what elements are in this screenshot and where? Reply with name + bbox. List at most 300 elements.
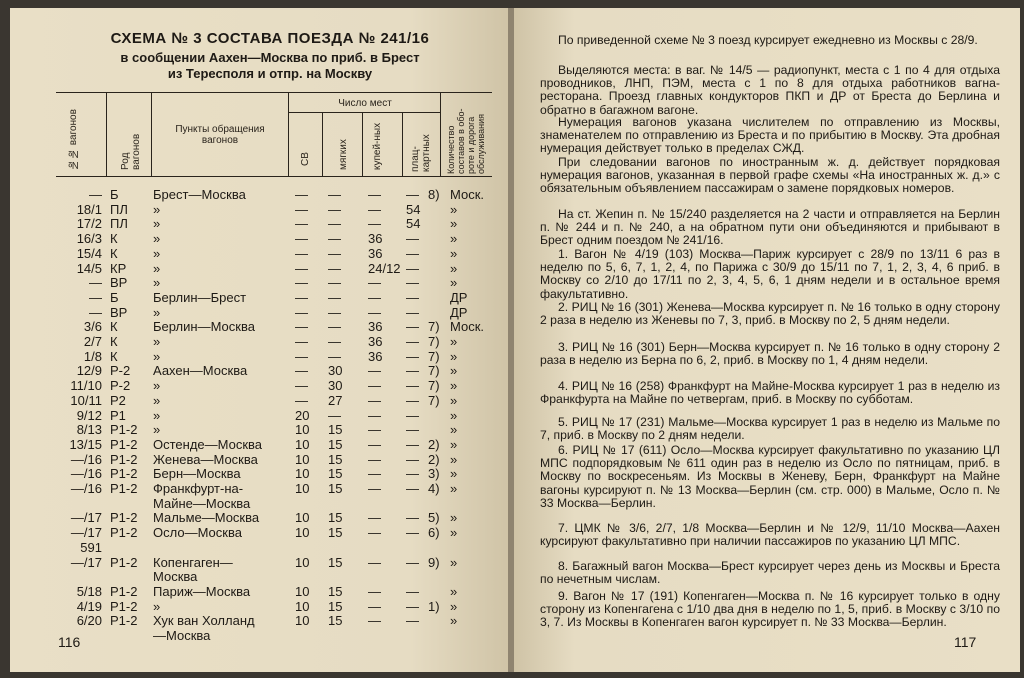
cell-platz: — <box>406 613 419 629</box>
table-row <box>10 467 510 481</box>
cell-route: » <box>153 407 161 423</box>
cell-car-number: 2/7 <box>83 334 102 349</box>
cell-sv: — <box>295 289 308 305</box>
table-row <box>10 600 510 614</box>
cell-coupe: 36 <box>368 231 383 247</box>
cell-car-number: 6/20 <box>76 613 102 629</box>
cell-car-type: Р1-2 <box>110 554 138 570</box>
cell-coupe: 36 <box>368 319 383 335</box>
cell-soft: 15 <box>328 510 343 526</box>
cell-platz: — <box>406 598 419 614</box>
cell-car-number: 16/3 <box>76 231 102 247</box>
cell-car-number: 15/4 <box>76 245 102 261</box>
cell-soft: — <box>328 275 341 291</box>
cell-note: 2) <box>428 451 440 467</box>
cell-depot: » <box>450 378 458 394</box>
table-row <box>10 526 510 540</box>
note-paragraph: 4. РИЦ № 16 (258) Франкфурт на Майне-Москва курсирует 1 раз в неделю из Франкфурта на Майне по четвергам, приб. в Москву по субботам. <box>540 379 1000 407</box>
page-number-left: 116 <box>58 634 81 650</box>
table-row <box>10 232 510 246</box>
cell-platz: — <box>406 583 419 599</box>
cell-car-number: — <box>89 275 102 291</box>
cell-car-number: 8/13 <box>76 422 102 438</box>
note-paragraph: 1. Вагон № 4/19 (103) Москва—Париж курсирует с 28/9 по 13/11 6 раз в неделю по 5, 6, 7, 1, 2, 4, по Парижа с 30/9 до 15/11 по 7, 1, 2, 3, 4, 6 приб. в Москву со 2/10 до 17/11 по 2, 3, 4, 5, 6, 1 дням недели и в остальное время факультативно. <box>540 247 1000 301</box>
cell-coupe: 36 <box>368 334 383 349</box>
cell-soft: 15 <box>328 451 343 467</box>
cell-soft: — <box>328 216 341 232</box>
note-paragraph: Нумерация вагонов указана числителем по отправлению из Москвы, знаменателем по отправлению из Бреста и по прибытию в Москву. Эта дробная нумерация действует только в пределах СЖД. <box>540 115 1000 156</box>
table-top-rule <box>56 92 492 93</box>
cell-route: Осло—Москва <box>153 525 242 541</box>
cell-platz: — <box>406 451 419 467</box>
header-count: Количество составов в обо-роте и дорога обслуживания <box>446 108 486 174</box>
cell-car-number: —/16 <box>70 451 102 467</box>
cell-car-type: К <box>110 319 118 335</box>
cell-car-type: Р1-2 <box>110 613 138 629</box>
table-row <box>10 629 510 643</box>
cell-sv: — <box>295 231 308 247</box>
cell-car-number: —/17 <box>70 510 102 526</box>
cell-route: » <box>153 392 161 408</box>
cell-soft: 15 <box>328 613 343 629</box>
cell-route: —Москва <box>153 628 211 643</box>
note-paragraph: На ст. Жепин п. № 15/240 разделяется на 2 части и отправляется на Берлин п. № 244 и п. № 240, а на обратном пути они объединяются и прибывают в Брест одним поездом № 241/16. <box>540 207 1000 248</box>
cell-platz: — <box>406 348 419 364</box>
table-col-rule <box>151 92 152 176</box>
cell-car-number: 3/6 <box>83 319 102 335</box>
cell-soft: — <box>328 334 341 349</box>
cell-car-type: Р1-2 <box>110 583 138 599</box>
cell-depot: » <box>450 260 458 276</box>
table-row <box>10 247 510 261</box>
table-row <box>10 541 510 555</box>
cell-sv: 10 <box>295 451 310 467</box>
cell-car-type: КР <box>110 260 127 276</box>
cell-coupe: — <box>368 422 381 438</box>
cell-coupe: 24/12 <box>368 260 401 276</box>
cell-route: » <box>153 334 161 349</box>
cell-depot: » <box>450 201 458 217</box>
cell-car-number: 591 <box>80 539 102 555</box>
cell-sv: — <box>295 245 308 261</box>
table-col-rule <box>402 112 403 176</box>
cell-soft: 15 <box>328 598 343 614</box>
cell-sv: 10 <box>295 525 310 541</box>
cell-platz: — <box>406 466 419 482</box>
cell-note: 8) <box>428 187 440 202</box>
cell-sv: 10 <box>295 583 310 599</box>
cell-note: 7) <box>428 319 440 335</box>
table-row <box>10 394 510 408</box>
cell-route: » <box>153 598 161 614</box>
table-row <box>10 453 510 467</box>
cell-platz: — <box>406 481 419 496</box>
cell-route: Аахен—Москва <box>153 363 248 379</box>
seats-subheader-rule <box>288 112 440 113</box>
cell-route: Берлин—Брест <box>153 289 247 305</box>
cell-route: Майне—Москва <box>153 495 251 511</box>
header-route: Пункты обращения вагонов <box>175 124 265 146</box>
note-paragraph: По приведенной схеме № 3 поезд курсирует ежедневно из Москвы с 28/9. <box>558 33 978 47</box>
cell-route: Брест—Москва <box>153 187 246 202</box>
note-paragraph: 5. РИЦ № 17 (231) Мальме—Москва курсирует 1 раз в неделю из Мальме по 7, приб. в Москву по 2 дням недели. <box>540 415 1000 443</box>
cell-car-type: К <box>110 245 118 261</box>
cell-car-number: —/17 <box>70 525 102 541</box>
cell-coupe: — <box>368 554 381 570</box>
cell-car-type: Р1-2 <box>110 436 138 452</box>
cell-platz: — <box>406 260 419 276</box>
note-paragraph: Выделяются места: в ваг. № 14/5 — радиопункт, места с 1 по 4 для отдыха проводников, ЛНП, ПЭМ, места с 1 по 8 для отдыха работников вагна-ресторана. Проезд главных кондукторов ПКП и ДР от Бреста до Берлина и обратно в багажном вагоне. <box>540 63 1000 117</box>
cell-soft: — <box>328 231 341 247</box>
cell-car-type: Р1-2 <box>110 598 138 614</box>
cell-platz: 54 <box>406 216 421 232</box>
cell-depot: » <box>450 392 458 408</box>
cell-sv: — <box>295 392 308 408</box>
cell-note: 7) <box>428 348 440 364</box>
cell-route: » <box>153 245 161 261</box>
cell-depot: » <box>450 422 458 438</box>
cell-coupe: — <box>368 525 381 541</box>
cell-sv: — <box>295 363 308 379</box>
cell-route: Остенде—Москва <box>153 436 263 452</box>
table-row <box>10 482 510 496</box>
cell-sv: 10 <box>295 598 310 614</box>
header-soft: мягких <box>338 139 349 170</box>
table-row <box>10 350 510 364</box>
cell-soft: 15 <box>328 466 343 482</box>
cell-depot: Моск. <box>450 319 485 335</box>
cell-coupe: — <box>368 289 381 305</box>
header-platz: плац-картных <box>410 134 432 172</box>
cell-route: Женева—Москва <box>153 451 258 467</box>
cell-note: 6) <box>428 525 440 541</box>
cell-note: 4) <box>428 481 440 496</box>
cell-note: 5) <box>428 510 440 526</box>
cell-car-number: —/16 <box>70 481 102 496</box>
cell-platz: — <box>406 363 419 379</box>
cell-car-type: Р-2 <box>110 378 131 394</box>
note-paragraph: 8. Багажный вагон Москва—Брест курсирует через день из Москвы и Бреста по нечетным числам. <box>540 559 1000 587</box>
cell-car-type: Р1-2 <box>110 525 138 541</box>
cell-sv: 10 <box>295 481 310 496</box>
cell-car-number: 11/10 <box>70 378 102 394</box>
cell-coupe: — <box>368 275 381 291</box>
cell-car-number: 14/5 <box>76 260 102 276</box>
table-row <box>10 497 510 511</box>
cell-platz: 54 <box>406 201 421 217</box>
cell-soft: — <box>328 319 341 335</box>
cell-depot: ДР <box>450 289 468 305</box>
cell-platz: — <box>406 275 419 291</box>
table-row <box>10 364 510 378</box>
cell-note: 2) <box>428 436 440 452</box>
cell-car-type: Р1 <box>110 407 126 423</box>
note-paragraph: 3. РИЦ № 16 (301) Берн—Москва курсирует п. № 16 только в одну сторону 2 раза в неделю из Берна по 6, 2, приб. в Москву по 1, 4 дням недели. <box>540 340 1000 368</box>
cell-soft: 15 <box>328 481 343 496</box>
cell-coupe: 36 <box>368 245 383 261</box>
cell-platz: — <box>406 231 419 247</box>
header-sv: СВ <box>300 152 311 166</box>
cell-car-number: 9/12 <box>76 407 102 423</box>
table-row <box>10 556 510 570</box>
cell-car-number: 12/9 <box>76 363 102 379</box>
cell-platz: — <box>406 319 419 335</box>
cell-sv: 10 <box>295 613 310 629</box>
cell-note: 9) <box>428 554 440 570</box>
cell-depot: » <box>450 231 458 247</box>
cell-sv: 10 <box>295 554 310 570</box>
cell-depot: » <box>450 334 458 349</box>
cell-car-type: Б <box>110 289 119 305</box>
cell-sv: 10 <box>295 510 310 526</box>
cell-coupe: — <box>368 451 381 467</box>
cell-car-type: ПЛ <box>110 201 128 217</box>
cell-car-type: Р-2 <box>110 363 131 379</box>
cell-sv: — <box>295 260 308 276</box>
table-row <box>10 585 510 599</box>
cell-sv: — <box>295 187 308 202</box>
cell-platz: — <box>406 304 419 320</box>
cell-coupe: — <box>368 392 381 408</box>
cell-depot: » <box>450 613 458 629</box>
cell-coupe: — <box>368 363 381 379</box>
cell-soft: 15 <box>328 436 343 452</box>
note-paragraph: 9. Вагон № 17 (191) Копенгаген—Москва п. № 16 курсирует только в одну сторону из Копенгагена с 1/10 два дня в неделю по 1, 5, приб. в Москву с 3/10 по 3, 7. Из Москвы в Копенгаген вагон курсирует п. № 33 Москва—Берлин. <box>540 589 1000 630</box>
cell-note: 7) <box>428 378 440 394</box>
cell-sv: — <box>295 304 308 320</box>
table-row <box>10 262 510 276</box>
note-paragraph: 2. РИЦ № 16 (301) Женева—Москва курсирует п. № 16 только в одну сторону 2 раза в неделю из Женевы по 7, 3, приб. в Москву по 2, 5 дням недели. <box>540 300 1000 328</box>
cell-car-number: 13/15 <box>69 436 102 452</box>
cell-car-number: 18/1 <box>76 201 102 217</box>
note-paragraph: 7. ЦМК № 3/6, 2/7, 1/8 Москва—Берлин и № 12/9, 11/10 Москва—Аахен курсируют факультативно при наличии пассажиров по указанию ЦЛ МПС. <box>540 521 1000 549</box>
cell-sv: 10 <box>295 422 310 438</box>
table-col-rule <box>440 92 441 176</box>
cell-platz: — <box>406 422 419 438</box>
cell-platz: — <box>406 392 419 408</box>
cell-soft: — <box>328 201 341 217</box>
table-col-rule <box>288 92 289 176</box>
cell-car-type: К <box>110 348 118 364</box>
table-col-rule <box>322 112 323 176</box>
cell-coupe: — <box>368 378 381 394</box>
cell-sv: — <box>295 319 308 335</box>
cell-route: » <box>153 304 161 320</box>
cell-soft: 15 <box>328 554 343 570</box>
header-car-number: №№ вагонов <box>68 109 79 170</box>
cell-platz: — <box>406 378 419 394</box>
cell-car-number: — <box>89 187 102 202</box>
table-header-rule <box>56 176 492 177</box>
cell-coupe: — <box>368 304 381 320</box>
note-paragraph: При следовании вагонов по иностранным ж. д. действует порядковая нумерация вагонов, указанная в первой графе схемы «На иностранных ж. д.» с обязательным объявлением пассажирам о замене порядковых номеров. <box>540 155 1000 196</box>
cell-soft: — <box>328 348 341 364</box>
cell-depot: » <box>450 363 458 379</box>
cell-soft: — <box>328 260 341 276</box>
cell-coupe: — <box>368 436 381 452</box>
cell-depot: » <box>450 275 458 291</box>
cell-soft: — <box>328 407 341 423</box>
header-coupe: купей-ных <box>372 122 383 170</box>
cell-route: » <box>153 378 161 394</box>
table-row <box>10 188 510 202</box>
cell-soft: — <box>328 245 341 261</box>
cell-car-number: 10/11 <box>70 392 102 408</box>
cell-depot: » <box>450 348 458 364</box>
cell-car-number: —/17 <box>70 554 102 570</box>
schema-title: СХЕМА № 3 СОСТАВА ПОЕЗДА № 241/16 <box>110 30 430 47</box>
cell-depot: ДР <box>450 304 468 320</box>
cell-note: 7) <box>428 363 440 379</box>
cell-soft: 27 <box>328 392 343 408</box>
cell-car-number: 4/19 <box>76 598 102 614</box>
cell-soft: 30 <box>328 378 343 394</box>
cell-coupe: 36 <box>368 348 383 364</box>
cell-platz: — <box>406 436 419 452</box>
table-row <box>10 409 510 423</box>
table-row <box>10 511 510 525</box>
cell-coupe: — <box>368 201 381 217</box>
cell-platz: — <box>406 554 419 570</box>
cell-car-number: — <box>89 289 102 305</box>
table-row <box>10 320 510 334</box>
cell-depot: » <box>450 554 458 570</box>
table-row <box>10 291 510 305</box>
cell-car-type: К <box>110 231 118 247</box>
table-row <box>10 306 510 320</box>
cell-sv: — <box>295 378 308 394</box>
cell-route: » <box>153 348 161 364</box>
cell-route: » <box>153 260 161 276</box>
cell-depot: » <box>450 436 458 452</box>
cell-coupe: — <box>368 407 381 423</box>
cell-platz: — <box>406 525 419 541</box>
cell-platz: — <box>406 187 419 202</box>
cell-coupe: — <box>368 510 381 526</box>
cell-car-number: — <box>89 304 102 320</box>
cell-route: Франкфурт-на- <box>153 481 244 496</box>
cell-depot: » <box>450 245 458 261</box>
cell-car-number: 1/8 <box>83 348 102 364</box>
cell-coupe: — <box>368 466 381 482</box>
cell-coupe: — <box>368 583 381 599</box>
cell-route: » <box>153 216 161 232</box>
cell-car-number: 17/2 <box>76 216 102 232</box>
cell-depot: » <box>450 598 458 614</box>
table-col-rule <box>106 92 107 176</box>
cell-soft: 30 <box>328 363 343 379</box>
cell-route: Берлин—Москва <box>153 319 255 335</box>
table-row <box>10 335 510 349</box>
cell-car-type: Р1-2 <box>110 466 138 482</box>
cell-sv: — <box>295 334 308 349</box>
cell-platz: — <box>406 510 419 526</box>
cell-route: Копенгаген— <box>153 554 233 570</box>
cell-depot: » <box>450 451 458 467</box>
cell-depot: » <box>450 216 458 232</box>
cell-platz: — <box>406 334 419 349</box>
cell-car-number: —/16 <box>70 466 102 482</box>
note-paragraph: 6. РИЦ № 17 (611) Осло—Москва курсирует факультативно по указанию ЦЛ МПС подпорядковым № 611 один раз в неделю из Осло по пятницам, приб. в Москву по воскресеньям. Из Москвы в Женеву, Берн, Франкфурт на Майне вагоны курсируют п. № 13 Москва—Берлин (см. стр. 000) в Мальме, Осло п. № 33 Москва—Берлин. <box>540 443 1000 510</box>
cell-depot: » <box>450 510 458 526</box>
cell-car-type: ПЛ <box>110 216 128 232</box>
cell-car-number: 5/18 <box>76 583 102 599</box>
cell-soft: 15 <box>328 583 343 599</box>
cell-car-type: Р1-2 <box>110 510 138 526</box>
cell-soft: — <box>328 289 341 305</box>
cell-route: » <box>153 275 161 291</box>
cell-sv: 10 <box>295 466 310 482</box>
table-row <box>10 217 510 231</box>
table-row <box>10 570 510 584</box>
cell-car-type: Р2 <box>110 392 126 408</box>
header-car-type: Род вагонов <box>120 133 142 170</box>
cell-sv: — <box>295 201 308 217</box>
cell-car-type: ВР <box>110 275 128 291</box>
page-number-right: 117 <box>954 634 977 650</box>
cell-route: Мальме—Москва <box>153 510 260 526</box>
cell-sv: — <box>295 348 308 364</box>
cell-soft: 15 <box>328 525 343 541</box>
cell-route: » <box>153 422 161 438</box>
cell-car-type: К <box>110 334 118 349</box>
cell-note: 7) <box>428 392 440 408</box>
cell-depot: » <box>450 583 458 599</box>
cell-soft: — <box>328 304 341 320</box>
cell-note: 1) <box>428 598 440 614</box>
table-row <box>10 276 510 290</box>
cell-route: Хук ван Холланд <box>153 613 255 629</box>
table-row <box>10 614 510 628</box>
cell-car-type: Р1-2 <box>110 481 138 496</box>
table-row <box>10 203 510 217</box>
cell-platz: — <box>406 289 419 305</box>
left-page <box>10 8 510 672</box>
cell-coupe: — <box>368 216 381 232</box>
cell-car-type: Р1-2 <box>110 451 138 467</box>
cell-depot: Моск. <box>450 187 485 202</box>
cell-coupe: — <box>368 598 381 614</box>
cell-sv: 20 <box>295 407 310 423</box>
table-row <box>10 423 510 437</box>
cell-route: Париж—Москва <box>153 583 251 599</box>
cell-soft: 15 <box>328 422 343 438</box>
cell-car-type: Б <box>110 187 119 202</box>
cell-note: 7) <box>428 334 440 349</box>
cell-depot: » <box>450 466 458 482</box>
cell-depot: » <box>450 525 458 541</box>
cell-route: Берн—Москва <box>153 466 241 482</box>
cell-coupe: — <box>368 613 381 629</box>
cell-depot: » <box>450 481 458 496</box>
cell-route: » <box>153 201 161 217</box>
cell-car-type: ВР <box>110 304 128 320</box>
schema-subtitle-1: в сообщении Аахен—Москва по приб. в Брест <box>120 50 420 65</box>
cell-car-type: Р1-2 <box>110 422 138 438</box>
cell-route: Москва <box>153 569 198 585</box>
cell-platz: — <box>406 245 419 261</box>
cell-soft: — <box>328 187 341 202</box>
cell-platz: — <box>406 407 419 423</box>
cell-sv: 10 <box>295 436 310 452</box>
table-row <box>10 438 510 452</box>
cell-depot: » <box>450 407 458 423</box>
table-row <box>10 379 510 393</box>
cell-sv: — <box>295 275 308 291</box>
cell-coupe: — <box>368 187 381 202</box>
header-seats: Число мест <box>338 98 392 109</box>
cell-route: » <box>153 231 161 247</box>
